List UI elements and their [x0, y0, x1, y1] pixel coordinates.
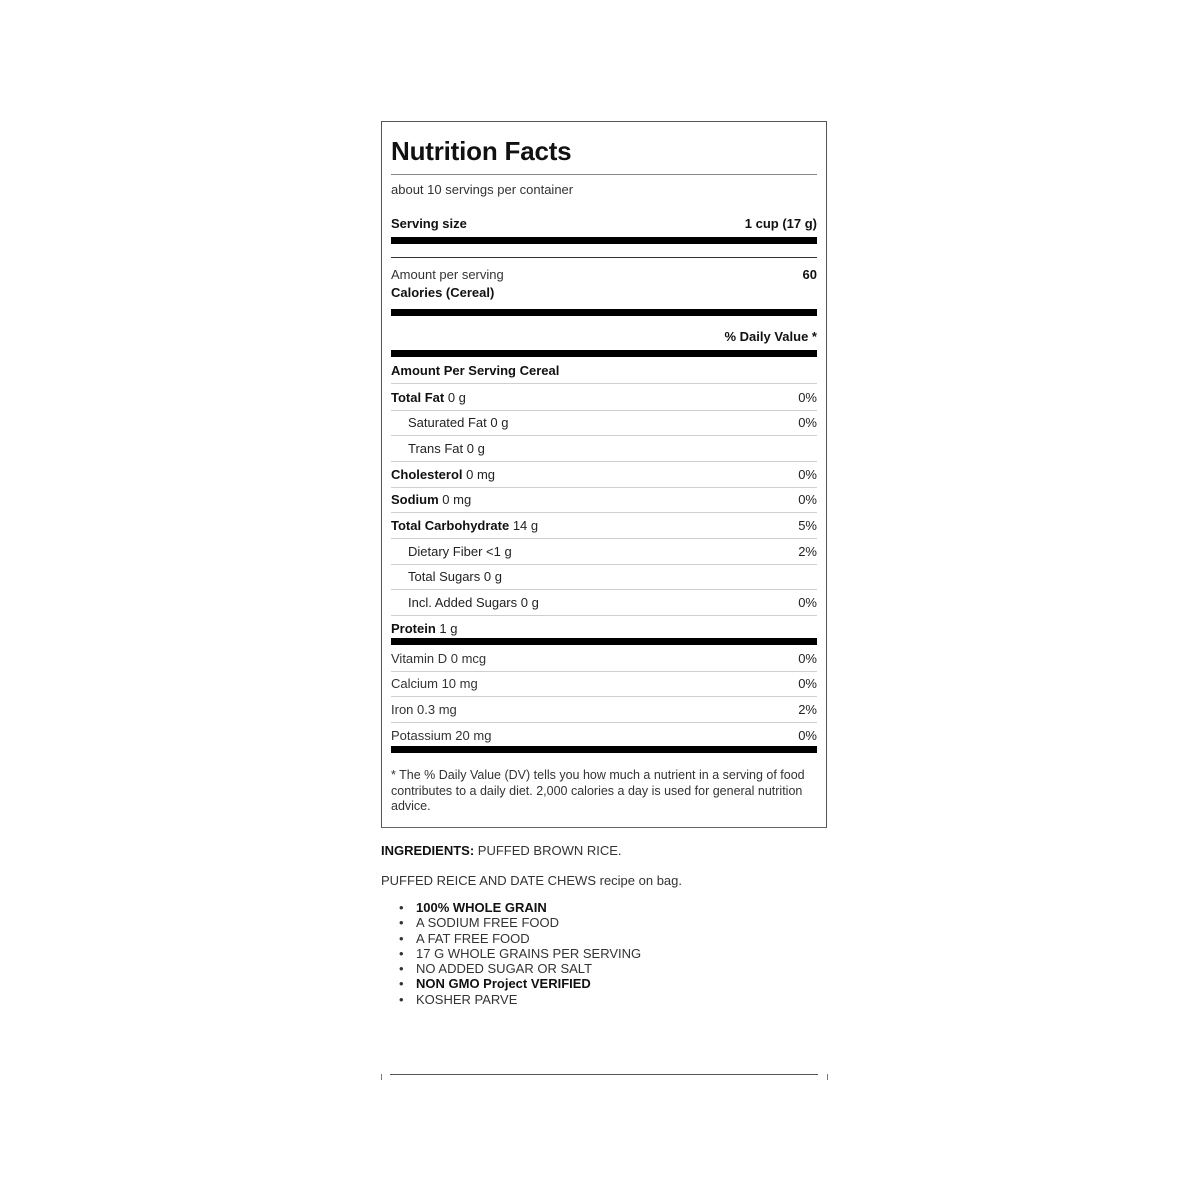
nutrient-row — [391, 568, 817, 586]
nutrient-row — [391, 465, 817, 483]
vitamin-row — [391, 675, 817, 693]
divider — [391, 487, 817, 488]
nutrient-row — [391, 491, 817, 509]
nutrient-row — [391, 517, 817, 535]
divider — [391, 589, 817, 590]
nutrient-row — [391, 439, 817, 457]
nutrient-daily-value: 0% — [798, 492, 817, 508]
frame-tick — [381, 1074, 382, 1080]
divider — [391, 538, 817, 539]
nutrient-label — [391, 390, 466, 405]
product-claim — [399, 931, 641, 946]
section-header: Amount Per Serving Cereal — [391, 362, 560, 378]
divider — [391, 410, 817, 411]
bottom-divider — [390, 1074, 818, 1075]
ingredients-text: PUFFED BROWN RICE. — [474, 843, 622, 858]
thick-bar — [391, 237, 817, 244]
divider — [391, 174, 817, 175]
nutrient-label — [391, 441, 485, 456]
nutrient-name: Total Sugars — [408, 569, 481, 585]
serving-size-row — [391, 214, 817, 232]
nutrient-label — [391, 492, 471, 507]
vitamin-name: Potassium 20 mg — [391, 727, 492, 743]
divider — [391, 512, 817, 513]
vitamin-name: Calcium 10 mg — [391, 676, 478, 692]
nutrient-amount: 0 g — [486, 415, 509, 431]
calories-row — [391, 283, 817, 301]
nutrient-row — [391, 388, 817, 406]
divider — [391, 696, 817, 697]
nutrient-amount: 0 g — [463, 440, 485, 456]
nutrient-label — [391, 415, 508, 430]
nutrition-facts-title: Nutrition Facts — [391, 136, 572, 166]
recipe-note: PUFFED REICE AND DATE CHEWS recipe on bag. — [381, 873, 683, 888]
product-claim-text: KOSHER PARVE — [416, 991, 518, 1007]
daily-value-header: % Daily Value * — [724, 328, 817, 344]
divider — [391, 564, 817, 565]
divider — [391, 461, 817, 462]
product-claim — [399, 992, 641, 1007]
vitamin-daily-value: 2% — [798, 701, 817, 717]
nutrient-name: Sodium — [391, 492, 439, 508]
product-claim-text: NON GMO Project VERIFIED — [416, 976, 591, 992]
product-claim-text: NO ADDED SUGAR OR SALT — [416, 961, 593, 977]
nutrient-row — [391, 414, 817, 432]
divider — [391, 722, 817, 723]
product-claim-text: A FAT FREE FOOD — [416, 930, 530, 946]
nutrient-name: Saturated Fat — [408, 415, 487, 431]
calories-value: 60 — [802, 266, 817, 282]
nutrient-amount: 0 mg — [438, 492, 472, 508]
nutrient-daily-value: 0% — [798, 389, 817, 405]
nutrient-daily-value: 2% — [798, 543, 817, 559]
thick-bar — [391, 309, 817, 316]
thick-bar — [391, 638, 817, 645]
product-claim — [399, 946, 641, 961]
product-claim-text: 17 G WHOLE GRAINS PER SERVING — [416, 945, 642, 961]
nutrient-amount: 1 g — [435, 620, 458, 636]
nutrient-row — [391, 619, 817, 637]
serving-size-label: Serving size — [391, 215, 467, 231]
nutrition-facts-panel — [381, 121, 827, 828]
nutrient-name: Trans Fat — [408, 440, 464, 456]
nutrient-label — [391, 569, 502, 584]
vitamin-row — [391, 700, 817, 718]
nutrient-name: Cholesterol — [391, 466, 463, 482]
vitamin-row — [391, 726, 817, 744]
product-claims-list — [399, 900, 641, 1007]
nutrient-amount: <1 g — [482, 543, 512, 559]
nutrient-name: Total Fat — [391, 389, 445, 405]
divider — [391, 435, 817, 436]
thick-bar — [391, 746, 817, 753]
nutrient-amount: 0 mg — [462, 466, 496, 482]
product-claim — [399, 976, 641, 991]
vitamin-daily-value: 0% — [798, 676, 817, 692]
ingredients-label: INGREDIENTS: — [381, 843, 475, 858]
nutrient-daily-value: 0% — [798, 466, 817, 482]
vitamin-daily-value: 0% — [798, 650, 817, 666]
daily-value-footnote: * The % Daily Value (DV) tells you how much a nutrient in a serving of food contributes to a daily diet. 2,000 calories a day is used for general nutrition advice. — [391, 768, 805, 813]
divider — [391, 257, 817, 258]
nutrient-name: Dietary Fiber — [408, 543, 483, 559]
product-claim — [399, 900, 641, 915]
divider — [391, 671, 817, 672]
frame-tick — [827, 1074, 828, 1080]
nutrient-name: Incl. Added Sugars — [408, 595, 518, 611]
ingredients-line — [381, 843, 622, 858]
calories-label: Calories (Cereal) — [391, 284, 495, 300]
nutrient-daily-value: 5% — [798, 518, 817, 533]
nutrient-amount: 0 g — [517, 595, 539, 611]
amount-per-serving-row — [391, 265, 817, 283]
nutrient-amount: 0 g — [444, 389, 466, 405]
daily-value-header-row — [391, 327, 817, 345]
vitamin-daily-value: 0% — [798, 727, 817, 743]
nutrient-label — [391, 595, 539, 610]
serving-size-value: 1 cup (17 g) — [744, 215, 817, 231]
amount-per-serving-label: Amount per serving — [391, 266, 504, 282]
nutrient-name: Protein — [391, 620, 436, 636]
nutrient-label — [391, 518, 538, 533]
divider — [391, 615, 817, 616]
nutrient-daily-value: 0% — [798, 595, 817, 611]
nutrient-name: Total Carbohydrate — [391, 518, 510, 533]
nutrient-row — [391, 594, 817, 612]
nutrient-label — [391, 544, 512, 559]
nutrient-label — [391, 467, 495, 482]
product-claim-text: A SODIUM FREE FOOD — [416, 915, 560, 931]
product-claim — [399, 961, 641, 976]
nutrient-row — [391, 542, 817, 560]
nutrient-amount: 0 g — [480, 569, 502, 585]
product-claim — [399, 915, 641, 930]
thick-bar — [391, 350, 817, 357]
nutrient-amount: 14 g — [509, 518, 539, 533]
servings-per-container: about 10 servings per container — [391, 182, 574, 197]
vitamin-row — [391, 649, 817, 667]
vitamin-name: Iron 0.3 mg — [391, 701, 457, 717]
product-claim-text: 100% WHOLE GRAIN — [416, 900, 547, 915]
nutrient-label — [391, 621, 457, 636]
divider — [391, 383, 817, 384]
nutrient-daily-value: 0% — [798, 415, 817, 431]
section-header-row — [391, 361, 817, 379]
vitamin-name: Vitamin D 0 mcg — [391, 650, 487, 666]
